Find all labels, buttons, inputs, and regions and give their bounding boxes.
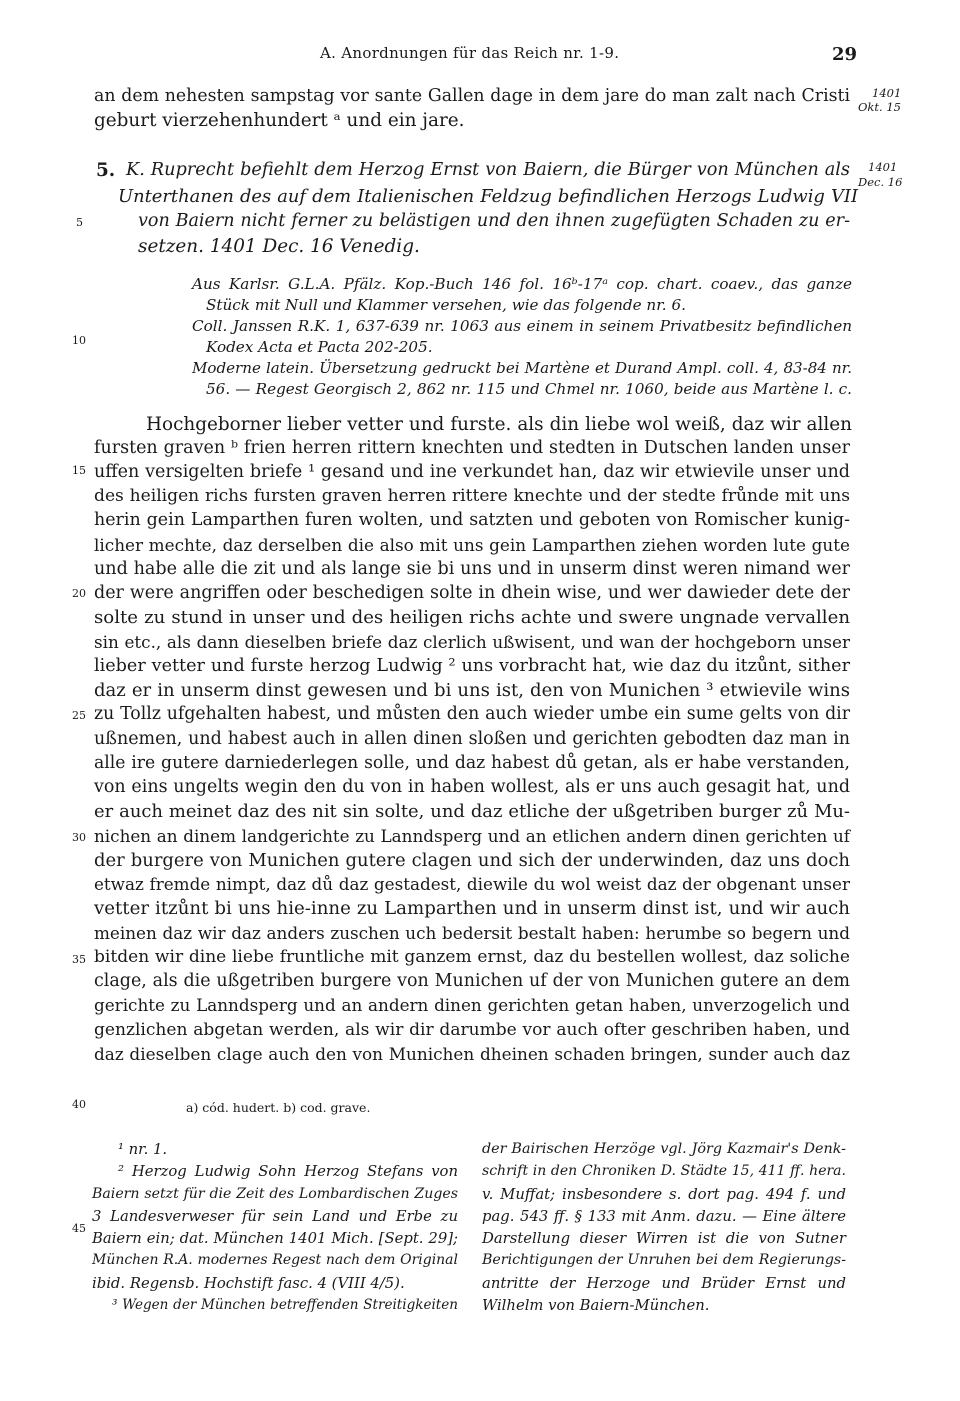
- text-line: sin etc., als dann dieselben briefe daz clerlich ußwisent, und wan der hochgeborn unser: [94, 632, 850, 652]
- footnote-line: Baiern ein; dat. München 1401 Mich. [Sept. 29];: [92, 1230, 458, 1247]
- margin-date-day: Okt. 15: [858, 100, 901, 114]
- footnote-line: ³ Wegen der München betreffenden Streitigkeiten: [112, 1297, 458, 1313]
- text-line: alle ire gutere darniederlegen solle, und daz habest dů getan, als er habe verstanden,: [94, 753, 850, 773]
- text-line: ußnemen, und habest auch in allen dinen sloßen und gerichten gebodten daz man in: [94, 729, 850, 749]
- line-number: 25: [72, 709, 86, 722]
- footnote-line: Darstellung dieser Wirren ist die von Sutner: [482, 1230, 846, 1247]
- text-line: genzlichen abgetan werden, als wir dir darumbe vor auch ofter geschriben haben, und: [94, 1020, 850, 1040]
- text-line: etwaz fremde nimpt, daz dů daz gestadest, diewile du wol weist daz der obgenant unser: [94, 874, 850, 894]
- footnote-line: Berichtigungen der Unruhen bei dem Regierungs-: [482, 1252, 846, 1268]
- footnote-line: 3 Landesverweser für sein Land und Erbe zu: [92, 1208, 458, 1225]
- text-line: des heiligen richs fursten graven herren rittere knechte und der stedte frůnde mit uns: [94, 486, 850, 506]
- regest-line-2: Unterthanen des auf dem Italienischen Feldzug befindlichen Herzogs Ludwig VII: [118, 186, 858, 207]
- margin-date-day: Dec. 16: [858, 175, 903, 189]
- footnote-line: der Bairischen Herzöge vgl. Jörg Kazmair's Denk-: [482, 1141, 846, 1157]
- intro-line-1: an dem nehesten sampstag vor sante Gallen dage in dem jare do man zalt nach Cristi: [94, 86, 850, 106]
- running-header-title: A. Anordnungen für das Reich nr. 1-9.: [320, 44, 620, 62]
- source-line-3: Coll. Janssen R.K. 1, 637-639 nr. 1063 aus einem in seinem Privatbesitz befindlichen: [192, 317, 852, 335]
- footnote-line: ibid. Regensb. Hochstift fasc. 4 (VIII 4/5).: [92, 1275, 405, 1292]
- regest-line-4: setzen. 1401 Dec. 16 Venedig.: [138, 236, 420, 257]
- source-line-2: Stück mit Null und Klammer versehen, wie das folgende nr. 6.: [206, 296, 686, 314]
- regest-line-3: von Baiern nicht ferner zu belästigen und den ihnen zugefügten Schaden zu er-: [138, 211, 850, 231]
- text-line: der burgere von Munichen gutere clagen und sich der underwinden, daz uns doch: [94, 850, 850, 871]
- line-number: 40: [72, 1098, 86, 1111]
- footnote-line: v. Muffat; insbesondere s. dort pag. 494 f. und: [482, 1186, 846, 1203]
- line-number: 15: [72, 464, 86, 477]
- text-line: von eins ungelts wegin den du von in haben wollest, als er uns auch gesagit hat, und: [94, 777, 850, 797]
- text-line: gerichte zu Lanndsperg und an andern dinen gerichten getan haben, unverzogelich und: [94, 995, 850, 1015]
- footnote-line: München R.A. modernes Regest nach dem Original: [92, 1252, 458, 1268]
- line-number: 20: [72, 587, 86, 600]
- variant-notes: a) cód. hudert. b) cod. grave.: [186, 1100, 371, 1115]
- regest-line-1: K. Ruprecht befiehlt dem Herzog Ernst von Baiern, die Bürger von München als: [126, 160, 850, 180]
- text-line: daz dieselben clage auch den von Munichen dheinen schaden bringen, sunder auch daz: [94, 1044, 850, 1064]
- text-line: meinen daz wir daz anders zuschen uch bedersit bestalt haben: herumbe so begern und: [94, 923, 850, 943]
- text-line: daz er in unserm dinst gewesen und bi uns ist, den von Munichen ³ etwievile wins: [94, 680, 850, 701]
- margin-date-year: 1401: [872, 86, 902, 100]
- text-line: licher mechte, daz derselben die also mit uns gein Lamparthen ziehen worden lute gute: [94, 535, 850, 555]
- footnote-line: pag. 543 ff. § 133 mit Anm. dazu. — Eine ältere: [482, 1208, 846, 1225]
- text-line: lieber vetter und furste herzog Ludwig ² uns vorbracht hat, wie daz du itzůnt, sither: [94, 656, 850, 676]
- text-line: der were angriffen oder beschedigen solte in dhein wise, und wer dawieder dete der: [94, 583, 850, 603]
- source-line-1: Aus Karlsr. G.L.A. Pfälz. Kop.-Buch 146 fol. 16ᵇ-17ᵃ cop. chart. coaev., das ganze: [192, 275, 852, 293]
- footnote-line: Wilhelm von Baiern-München.: [482, 1297, 710, 1314]
- text-line: herin gein Lamparthen furen wolten, und satzten und geboten von Romischer kunig-: [94, 510, 850, 530]
- text-line: uffen versigelten briefe ¹ gesand und ine verkundet han, daz wir etwievile unser und: [94, 462, 850, 482]
- text-line: clage, als die ußgetriben burgere von Munichen uf der von Munichen gutere an dem: [94, 971, 850, 991]
- footnote-line: ² Herzog Ludwig Sohn Herzog Stefans von: [118, 1163, 458, 1180]
- text-line: nichen an dinem landgerichte zu Lanndsperg und an etlichen andern dinen gerichten uf: [94, 826, 850, 846]
- text-line: fursten graven ᵇ frien herren rittern knechten und stedten in Dutschen landen unser: [94, 438, 850, 458]
- source-line-4: Kodex Acta et Pacta 202-205.: [206, 338, 433, 356]
- page-number: 29: [832, 44, 858, 65]
- footnote-line: antritte der Herzoge und Brüder Ernst und: [482, 1275, 846, 1292]
- text-line: bitden wir dine liebe fruntliche mit ganzem ernst, daz du bestellen wollest, daz soliche: [94, 947, 850, 967]
- line-number: 35: [72, 953, 86, 966]
- text-line: solte zu stund in unser und des heiligen richs achte und swere ungnade vervallen: [94, 607, 850, 628]
- source-line-6: 56. — Regest Georgisch 2, 862 nr. 115 und Chmel nr. 1060, beide aus Martène l. c.: [206, 380, 852, 398]
- line-number: 5: [76, 216, 83, 229]
- text-line: und habe alle die zit und als lange sie bi uns und in unserm dinst weren nimand wer: [94, 559, 850, 579]
- text-line: vetter itzůnt bi uns hie-inne zu Lamparthen und in unserm dinst ist, und wir auch: [94, 898, 850, 919]
- text-line: zu Tollz ufgehalten habest, und můsten den auch wieder umbe ein sume gelts von dir: [94, 704, 850, 724]
- intro-line-2: geburt vierzehenhundert ᵃ und ein jare.: [94, 110, 465, 131]
- footnote-line: ¹ nr. 1.: [118, 1141, 168, 1158]
- text-line: er auch meinet daz des nit sin solte, und daz etliche der ußgetriben burger zů Mu-: [94, 801, 850, 822]
- footnote-line: schrift in den Chroniken D. Städte 15, 411 ff. hera.: [482, 1163, 846, 1179]
- line-number: 10: [72, 334, 86, 347]
- footnote-line: Baiern setzt für die Zeit des Lombardischen Zuges: [92, 1186, 458, 1202]
- source-line-5: Moderne latein. Übersetzung gedruckt bei Martène et Durand Ampl. coll. 4, 83-84 nr.: [192, 359, 852, 377]
- line-number: 30: [72, 831, 86, 844]
- line-number: 45: [72, 1222, 86, 1235]
- margin-date-year: 1401: [868, 160, 898, 174]
- text-line: Hochgeborner lieber vetter und furste. als din liebe wol weiß, daz wir allen: [146, 414, 852, 435]
- document-number: 5.: [96, 160, 116, 181]
